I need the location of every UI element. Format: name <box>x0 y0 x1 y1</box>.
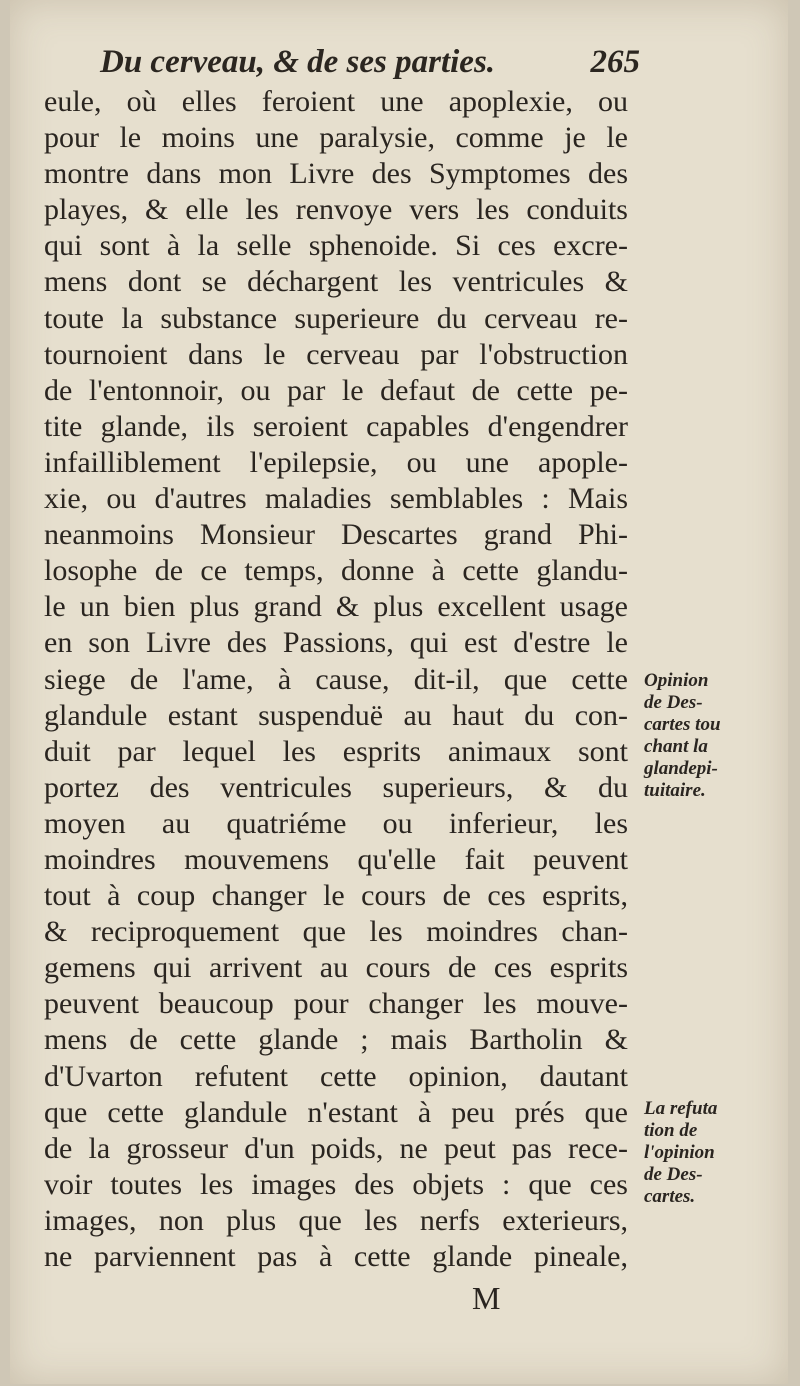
margin-note-refutation <box>644 1098 779 1208</box>
text-line: tout à coup changer le cours de ces esprits, <box>44 879 628 913</box>
margin-note-line: cartes tou <box>644 714 721 735</box>
text-line: le un bien plus grand & plus excellent usage <box>44 590 628 624</box>
margin-note-line: cartes. <box>644 1186 696 1207</box>
margin-note-line: l'opinion <box>644 1142 715 1163</box>
text-line: portez des ventricules superieurs, & du <box>44 770 628 804</box>
text-line: losophe de ce temps, donne à cette glandu- <box>44 554 628 588</box>
margin-note-line: de Des- <box>644 1164 703 1185</box>
text-line: eule, où elles feroient une apoplexie, ou <box>44 85 628 118</box>
text-line: moyen au quatriéme ou inferieur, les <box>44 806 628 840</box>
text-line: d'Uvarton refutent cette opinion, dautant <box>44 1059 628 1093</box>
running-title: Du cerveau, & de ses parties. <box>100 44 496 80</box>
page-header <box>100 44 640 86</box>
text-line: moindres mouvemens qu'elle fait peuvent <box>44 842 628 876</box>
margin-note-descartes-opinion <box>644 670 779 802</box>
text-line: ne parviennent pas à cette glande pineale, <box>44 1240 628 1273</box>
margin-note-line: glandepi- <box>644 758 718 779</box>
text-line: tournoient dans le cerveau par l'obstruction <box>44 337 628 371</box>
text-line: voir toutes les images des objets : que ces <box>44 1167 628 1201</box>
text-line: & reciproquement que les moindres chan- <box>44 915 628 949</box>
margin-note-line: de Des- <box>644 692 703 713</box>
text-line: infailliblement l'epilepsie, ou une apople- <box>44 445 628 479</box>
page-number: 265 <box>590 44 640 80</box>
text-line: neanmoins Monsieur Descartes grand Phi- <box>44 518 628 552</box>
signature-mark: M <box>472 1280 501 1316</box>
margin-note-line: chant la <box>644 736 708 757</box>
text-line: de l'entonnoir, ou par le defaut de cette pe- <box>44 373 628 407</box>
text-line: gemens qui arrivent au cours de ces esprits <box>44 951 628 985</box>
text-line: tite glande, ils seroient capables d'engendrer <box>44 409 628 443</box>
book-page <box>10 0 788 1384</box>
text-line: qui sont à la selle sphenoide. Si ces excre- <box>44 229 628 263</box>
text-line: que cette glandule n'estant à peu prés que <box>44 1095 628 1129</box>
text-line: playes, & elle les renvoye vers les conduits <box>44 193 628 227</box>
text-line: montre dans mon Livre des Symptomes des <box>44 157 628 191</box>
text-line: de la grosseur d'un poids, ne peut pas rece- <box>44 1131 628 1165</box>
text-line: mens de cette glande ; mais Bartholin & <box>44 1023 628 1057</box>
body-text <box>44 84 628 1275</box>
margin-note-line: tion de <box>644 1120 698 1141</box>
text-line: siege de l'ame, à cause, dit-il, que cette <box>44 662 628 696</box>
text-line: duit par lequel les esprits animaux sont <box>44 734 628 768</box>
text-line: images, non plus que les nerfs exterieurs, <box>44 1203 628 1237</box>
text-line: mens dont se déchargent les ventricules & <box>44 265 628 299</box>
margin-note-line: tuitaire. <box>644 780 706 801</box>
margin-note-line: La refuta <box>644 1098 718 1119</box>
text-line: en son Livre des Passions, qui est d'estre le <box>44 626 628 660</box>
margin-note-line: Opinion <box>644 670 709 691</box>
text-line: peuvent beaucoup pour changer les mouve- <box>44 987 628 1021</box>
text-line: glandule estant suspenduë au haut du con- <box>44 698 628 732</box>
text-line: pour le moins une paralysie, comme je le <box>44 121 628 155</box>
text-line: xie, ou d'autres maladies semblables : Mais <box>44 482 628 516</box>
text-line: toute la substance superieure du cerveau re- <box>44 301 628 335</box>
